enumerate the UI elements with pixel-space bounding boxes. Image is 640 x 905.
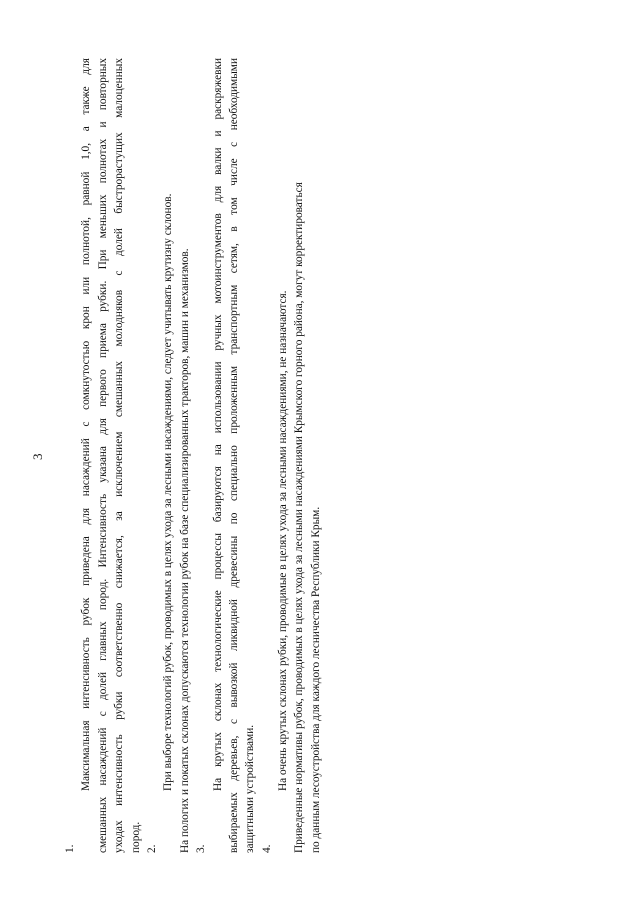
text-line: На крутых склонах технологические процессы базируются на использовании ручных мотоинструментов для валки и раскряжевки <box>211 58 224 791</box>
text-line: Максимальная интенсивность рубок приведена для насаждений с сомкнутостью крон или полнотой, равной 1,0, а также для <box>80 58 93 791</box>
text-line: 3. <box>195 844 208 853</box>
text-line: 1. <box>64 844 76 853</box>
text-line: 2. <box>145 844 158 853</box>
text-line: 4. <box>260 844 273 853</box>
page-number: 3 <box>30 453 45 460</box>
text-line: На пологих и покатых склонах допускаются технологии рубок на базе специализированных тракторов, машин и механизмов. <box>178 248 191 853</box>
text-line: Приведенные нормативы рубок, проводимых в целях ухода за лесными насаждениями Крымского горного района, могут корректироваться <box>293 182 306 853</box>
text-line: по данным лесоустройства для каждого лесничества Республики Крым. <box>309 506 322 853</box>
text-line: защитными устройствами. <box>244 724 257 853</box>
text-line: выбираемых деревьев, с вывозкой ликвидной древесины по специально проложенным транспортным сетям, в том числе с необходимыми <box>227 58 240 853</box>
text-line: На очень крутых склонах рубки, проводимые в целях ухода за лесными насаждениями, не назначаются. <box>277 290 290 791</box>
text-line: При выборе технологий рубок, проводимых в целях ухода за лесными насаждениями, следует учитывать крутизну склонов. <box>162 193 175 791</box>
text-line: смешанных насаждений с долей главных пород. Интенсивность указана для первого приема рубки. При меньших полнотах и повторных <box>96 58 109 853</box>
text-line: уходах интенсивность рубки соответственно снижается, за исключением смешанных молодняков с долей быстрорастущих малоценных <box>113 58 126 853</box>
text-line: пород. <box>129 821 142 853</box>
notes-text-block <box>62 58 324 853</box>
